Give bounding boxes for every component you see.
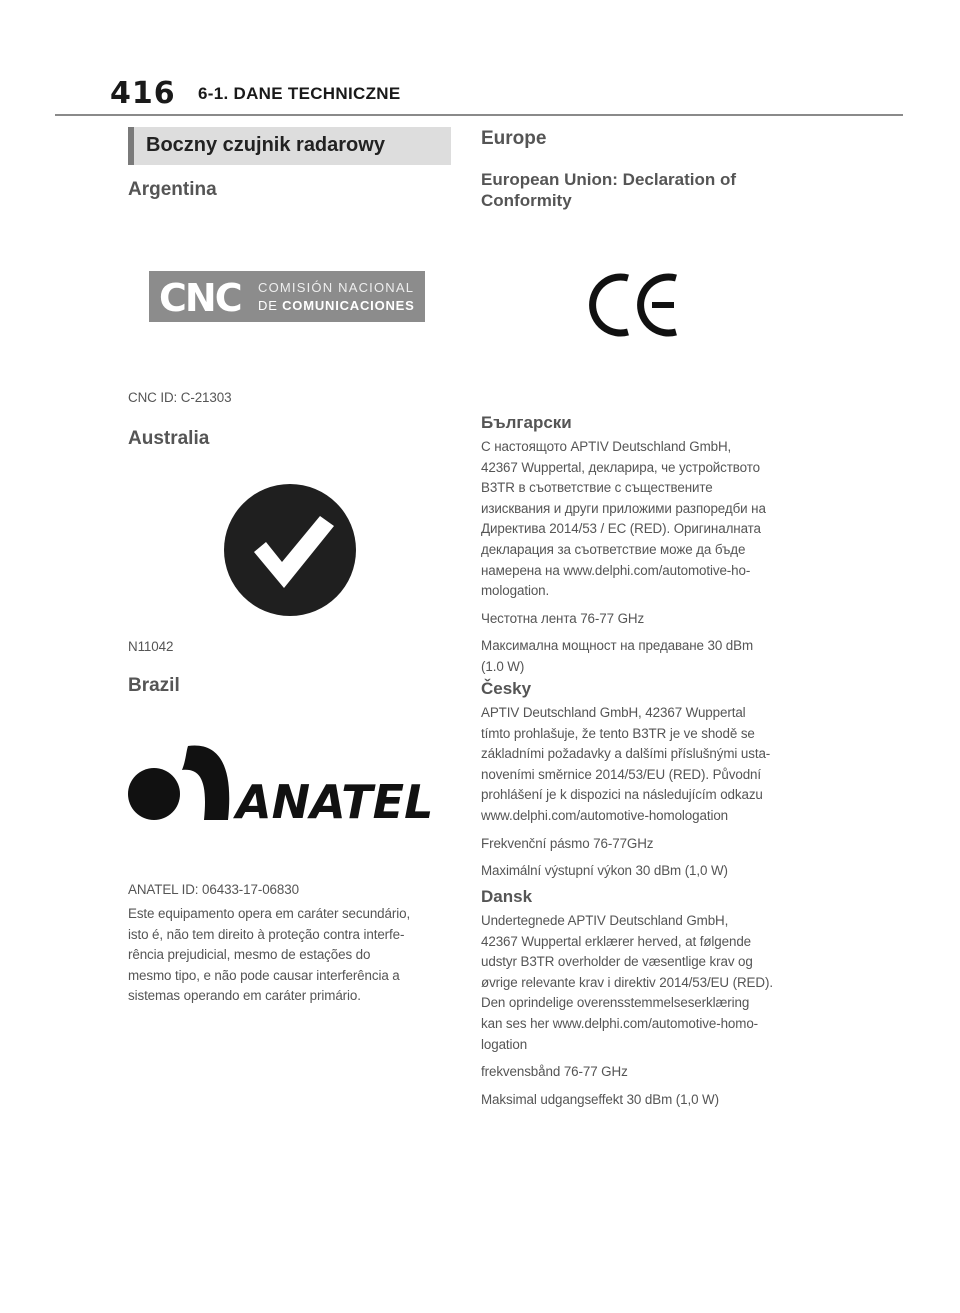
- heading-eu-declaration-line2: Conformity: [481, 191, 572, 210]
- heading-eu-declaration-line1: European Union: Declaration of: [481, 170, 737, 189]
- section-title: 6-1. DANE TECHNICZNE: [198, 84, 401, 103]
- danish-power: Maksimal udgangseffekt 30 dBm (1,0 W): [481, 1091, 719, 1107]
- danish-text: [481, 911, 811, 1110]
- danish-line: 42367 Wuppertal erklærer herved, at følgende: [481, 933, 752, 949]
- bulgarian-line: B3TR в съответствие с съществените: [481, 480, 713, 496]
- czech-text: [481, 703, 811, 882]
- heading-eu-declaration: [481, 169, 736, 211]
- danish-line: kan ses her www.delphi.com/automotive-homo-: [481, 1015, 759, 1031]
- czech-line: www.delphi.com/automotive-homologation: [481, 807, 729, 823]
- bulgarian-frequency: Честотна лента 76-77 GHz: [481, 610, 645, 626]
- heading-brazil: Brazil: [128, 675, 180, 696]
- anatel-id: ANATEL ID: 06433-17-06830: [128, 882, 299, 897]
- bulgarian-power: (1.0 W): [481, 658, 525, 674]
- czech-line: základními požadavky a dalšími příslušnými usta-: [481, 746, 771, 762]
- czech-line: tímto prohlašuje, že tento B3TR je ve shodě se: [481, 725, 755, 741]
- ce-mark-icon: [588, 272, 684, 338]
- bulgarian-line: С настоящото APTIV Deutschland GmbH,: [481, 439, 732, 454]
- danish-line: Den oprindelige overensstemmelseserklæring: [481, 995, 750, 1011]
- brazil-text: [128, 904, 458, 1007]
- bulgarian-line: mologation.: [481, 583, 550, 599]
- bulgarian-line: намерена на www.delphi.com/automotive-ho-: [481, 562, 751, 578]
- header-divider: [55, 114, 903, 116]
- czech-frequency: Frekvenční pásmo 76-77GHz: [481, 835, 654, 851]
- heading-czech: Česky: [481, 679, 532, 698]
- rcm-check-mark-icon: [220, 480, 360, 620]
- anatel-logo: [128, 740, 434, 826]
- brazil-text-line: sistemas operando em caráter primário.: [128, 988, 361, 1004]
- czech-line: prohlášení je k dispozici na následujícím odkazu: [481, 787, 763, 803]
- cnc-logo-mark: CNC: [159, 276, 241, 320]
- bulgarian-line: изисквания и други приложими разпоредби на: [481, 500, 766, 516]
- heading-danish: Dansk: [481, 887, 533, 906]
- czech-power: Maximální výstupní výkon 30 dBm (1,0 W): [481, 863, 728, 879]
- topic-box: [128, 127, 451, 165]
- czech-line: APTIV Deutschland GmbH, 42367 Wuppertal: [481, 705, 746, 720]
- heading-argentina: Argentina: [128, 179, 217, 200]
- page-header: [0, 0, 960, 120]
- heading-europe: Europe: [481, 128, 547, 149]
- bulgarian-line: Директива 2014/53 / EC (RED). Оригиналната: [481, 521, 761, 537]
- bulgarian-text: [481, 437, 811, 678]
- danish-line: udstyr B3TR overholder de væsentlige krav og: [481, 954, 753, 970]
- danish-line: øvrige relevante krav i direktiv 2014/53/EU (RED).: [481, 974, 773, 990]
- danish-line: Undertegnede APTIV Deutschland GmbH,: [481, 913, 729, 928]
- australia-id: N11042: [128, 639, 174, 654]
- brazil-text-line: mesmo tipo, e não pode causar interferência a: [128, 967, 400, 983]
- topic-title: Boczny czujnik radarowy: [146, 134, 385, 156]
- danish-line: logation: [481, 1036, 528, 1052]
- anatel-logo-text: ANATEL: [236, 775, 434, 826]
- heading-australia: Australia: [128, 428, 210, 449]
- cnc-logo-line2-prefix: DE: [258, 298, 278, 313]
- brazil-text-line: isto é, não tem direito à proteção contra interfe-: [128, 926, 405, 942]
- cnc-logo-line2: [258, 298, 415, 313]
- heading-bulgarian: Български: [481, 413, 572, 432]
- bulgarian-power: Максимална мощност на предаване 30 dBm: [481, 638, 754, 654]
- page-number: 416: [110, 76, 176, 111]
- cnc-logo-line2-bold: COMUNICACIONES: [282, 298, 415, 313]
- cnc-id: CNC ID: C-21303: [128, 390, 232, 405]
- cnc-logo: [149, 271, 425, 322]
- bulgarian-line: 42367 Wuppertal, декларира, че устройството: [481, 459, 760, 475]
- czech-line: noveními směrnice 2014/53/EU (RED). Původní: [481, 766, 762, 782]
- cnc-logo-line1: COMISIÓN NACIONAL: [258, 280, 415, 295]
- bulgarian-line: декларация за съответствие може да бъде: [481, 541, 746, 557]
- brazil-text-line: Este equipamento opera em caráter secundário,: [128, 906, 411, 921]
- brazil-text-line: rência prejudicial, mesmo de estações do: [128, 947, 371, 963]
- danish-frequency: frekvensbånd 76-77 GHz: [481, 1064, 628, 1080]
